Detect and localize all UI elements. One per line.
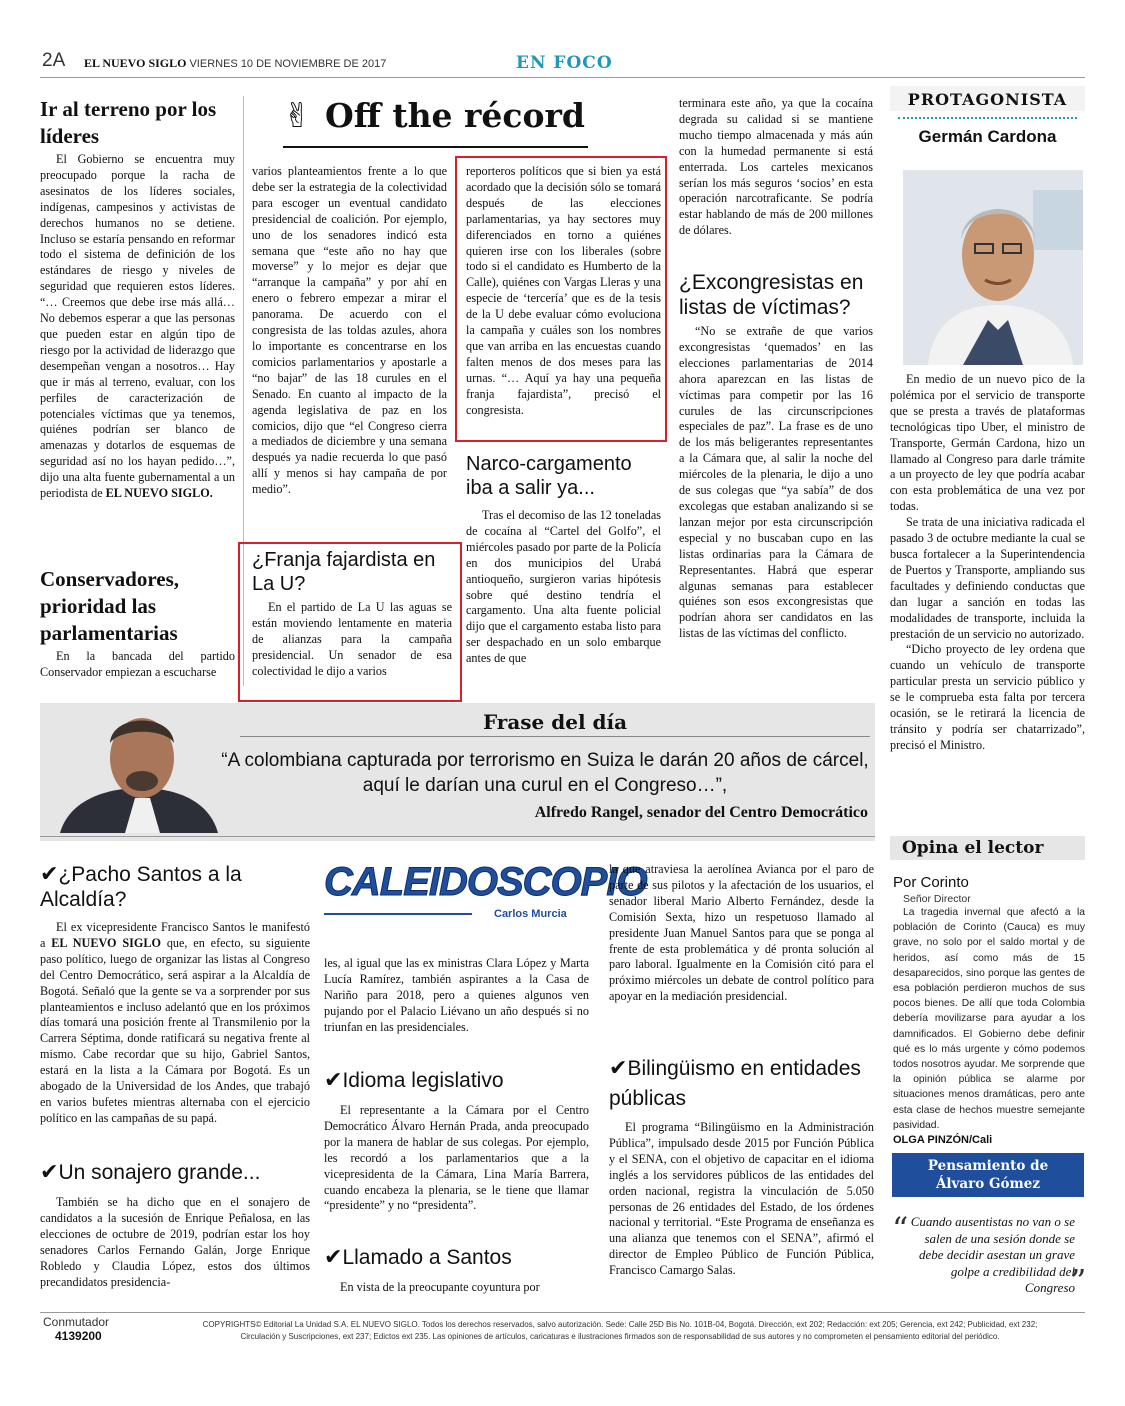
article-fajardista — [252, 548, 452, 680]
body-avianca: la que atraviesa la aerolínea Avianca por el paro de parte de sus pilotos y la afectación de los usuarios, el senador liberal Mario Alberto Fernández, desde la Comisión Sexta, hizo un respetuoso llamado al presidente Juan Manuel Santos para que se ponga al frente de esta problemática y dé pronta solución al paro laboral. Igualmente en la Comisión citó para el próximo miércoles un debate de control político para apoyar en la mediación presidencial. — [609, 862, 874, 1004]
pensamiento-title1: Pensamiento de — [927, 1158, 1049, 1174]
body-lideres — [40, 152, 235, 502]
offrecord-col4 — [679, 96, 873, 239]
opina-title: Opina el lector — [902, 838, 1044, 858]
article-excongresistas — [679, 270, 873, 642]
protagonista — [890, 86, 1085, 147]
paper-ref: EL NUEVO SIGLO. — [105, 486, 213, 501]
offrecord-col2 — [252, 164, 447, 498]
cal-cont — [324, 956, 589, 1036]
offrecord-col3-text: reporteros políticos que si bien ya está acordado que la decisión sólo se tomará después de las elecciones parlamentarias, ya hay sectores muy diferenciados en torno a quiénes quieren irse con los liberales (sobre todo si el candidato es Humberto de la Calle), quiénes con Vargas Lleras y una especie de ‘tercería’ que es de la tesis de la U debe evaluar cómo evoluciona la campaña y cuáles son los nombres que van arriba en las encuestas cuando falten menos de dos meses para las urnas. “… Aquí ya hay una pequeña franja fajardista”, precisó el congresista. — [466, 164, 661, 417]
offrecord-col2-text: varios planteamientos frente a lo que debe ser la estrategia de la colectividad para escoger un eventual candidato presidencial de coalición. Por ejemplo, uno de los senadores indicó esta semana que “este año no hay que moverse” y lo mejor es dejar que “arranque la campaña” y por ahí en enero o febrero empezar a mirar el panorama. De acuerdo con el congresista de las toldas azules, ahora lo importante es concentrarse en los comicios parlamentarios y apostarle a “no bajar” de las 18 curules en el Senado. En cuanto al impacto de la agenda legislativa de paz en los comicios, dijo que “el Congreso cierra a mediados de diciembre y una semana después ya nadie recuerda lo que pasó allí y menos si hay campaña de por medio”. — [252, 164, 447, 497]
footer-label: Conmutador — [43, 1315, 110, 1329]
pacho-text-a: El ex vicepresidente Francisco Santos le manifestó a — [40, 920, 310, 950]
masthead-date: VIERNES 10 DE NOVIEMBRE DE 2017 — [189, 58, 387, 70]
masthead — [84, 56, 386, 71]
cal-sonajero — [40, 1160, 310, 1290]
headline-llamado — [324, 1245, 589, 1270]
body-sonajero: También se ha dicho que en el sonajero de candidatos a la sucesión de Enrique Peñalosa, en las elecciones de octubre de 2019, podrían estar los hoy senadores Carlos Fernando Galán, Jorge Enrique Robledo y Claudia López, estos dos últimos precandidatos presidencia- — [40, 1195, 310, 1289]
footer-legal — [155, 1319, 1085, 1343]
frase-bottom-rule — [40, 836, 875, 837]
frase-quote — [220, 748, 870, 798]
body-fajardista: En el partido de La U las aguas se están moviendo lentamente en materia de alianzas para la campaña presidencial. Un senador de esa colectividad le dijo a varios — [252, 600, 452, 678]
headline-fajardista: ¿Franja fajardista en La U? — [252, 549, 436, 595]
opina-signature: OLGA PINZÓN/Cali — [893, 1134, 993, 1147]
caleidoscopio-title: CALEIDOSCOPIO — [324, 860, 647, 904]
offrecord-rule — [283, 146, 588, 148]
caleidoscopio-logo — [324, 860, 647, 920]
protagonista-photo — [903, 170, 1083, 365]
offrecord-title-text: Off the récord — [325, 96, 585, 135]
frase-rule — [240, 736, 870, 737]
body-conservadores: En la bancada del partido Conservador empiezan a escucharse — [40, 649, 235, 679]
cal-bilingue — [609, 1054, 874, 1279]
checkmark-icon: ✔ — [40, 1160, 59, 1185]
opina-subtitle: Por Corinto — [893, 874, 969, 891]
footer-line1: COPYRIGHTS© Editorial La Unidad S.A. EL NUEVO SIGLO. Todos los derechos reservados, salvo autorización. Sede: Calle 25D Bis No. 101B-04, Bogotá. Dirección, ext 202; Redacción: ext 205; Gerencia, ext 242; Publicidad, ext 232; — [202, 1320, 1038, 1329]
cal-idioma — [324, 1068, 589, 1214]
body-llamado: En vista de la preocupante coyuntura por — [340, 1280, 540, 1294]
speaker-portrait-image — [40, 703, 220, 833]
opina-letter — [893, 874, 1085, 1146]
protagonista-label: PROTAGONISTA — [890, 86, 1085, 111]
headline-llamado-text: Llamado a Santos — [342, 1246, 512, 1269]
cal-pacho — [40, 862, 310, 1127]
frase-author: Alfredo Rangel, senador del Centro Democrático — [534, 804, 868, 821]
cal-col3 — [609, 862, 874, 1005]
headline-excongresistas: ¿Excongresistas en listas de víctimas? — [679, 271, 864, 319]
minister-portrait-image — [903, 170, 1083, 365]
headline-pacho — [40, 862, 310, 912]
frase-quote-line2: aquí le darían una curul en el Congreso…”, — [362, 775, 728, 796]
checkmark-icon: ✔ — [40, 862, 59, 887]
offrecord-col3 — [466, 164, 661, 419]
footer-phone: 4139200 — [55, 1329, 102, 1343]
header-rule — [40, 77, 1085, 78]
headline-idioma — [324, 1068, 589, 1093]
footer-rule — [40, 1312, 1085, 1313]
body-bilingue: El programa “Bilingüismo en la Administración Pública”, impulsado desde 2015 por Función Pública y el SENA, con el objetivo de capacitar en el idioma inglés a los servidores públicos de las entidades del orden nacional, registra la vinculación de 5.050 personas de 26 entidades del Estado, de los órdenes nacional y territorial. “Este Programa de enseñanza es una alianza que tenemos con el SENA”, afirmó el director de Empleo Público de Función Pública, Francisco Camargo Salas. — [609, 1120, 874, 1278]
frase-quote-line1: “A colombiana capturada por terrorismo en Suiza le darán 20 años de cárcel, — [221, 750, 869, 771]
opina-text: La tragedia invernal que afectó a la población de Corinto (Cauca) es muy grave, no solo por el saldo mortal y de heridos, así como más de 15 desaparecidos, sino porque las gentes de esa población perdieron muchos de sus pocos bienes. De allí que toda Colombia debería movilizarse para ayudar a los damnificados. El Gobierno debe definir qué es lo más urgente y cómo podemos todos nosotros ayudar. Me sorprende que la opinión pública se alarme por situaciones menos dramáticas, pero ante esta clase de hechos muestre semejante pasividad. — [893, 907, 1085, 1131]
caleidoscopio-author: Carlos Murcia — [494, 908, 567, 920]
frase-title: Frase del día — [482, 710, 628, 734]
footer-line2: Circulación y Suscripciones, ext 237; Edictos ext 235. Las opiniones de artículos, caricaturas e ilustraciones firmados son de responsabilidad de sus autores y no comprometen el pensamiento editorial del periódico. — [240, 1332, 1000, 1341]
body-cont: les, al igual que las ex ministras Clara López y Marta Lucía Ramírez, también aspirantes a la Casa de Nariño para 2018, pero a quienes algunos ven pujando por el Palacio Liévano un año después si no triunfan en las presidenciales. — [324, 956, 589, 1034]
offrecord-title — [283, 96, 593, 141]
headline-narco: Narco-cargamento iba a salir ya... — [466, 453, 632, 499]
offrecord-col4-text: terminara este año, ya que la cocaína degrada su calidad si se mantiene mucho tiempo almacenada y más aún con la humedad permanente si está enterrada. Los carteles mexicanos serían los más seguros ‘socios’ en esta operación narcotraficante. Se podría estar hablando de más de 200 millones de dólares. — [679, 96, 873, 238]
caleidoscopio-rule — [324, 913, 472, 915]
article-conservadores — [40, 566, 235, 681]
frase-photo — [40, 703, 220, 833]
headline-lideres: Ir al terreno por los líderes — [40, 97, 217, 148]
open-quote-icon: “ — [892, 1210, 909, 1248]
section-label: EN FOCO — [516, 53, 613, 73]
paper-ref-2: EL NUEVO SIGLO — [51, 935, 161, 950]
headline-sonajero — [40, 1160, 310, 1185]
close-quote-icon: ” — [1070, 1262, 1087, 1300]
headline-bilingue — [609, 1054, 874, 1114]
pensamiento-title2: Álvaro Gómez — [935, 1176, 1041, 1192]
article-lideres — [40, 96, 235, 502]
headline-sonajero-text: Un sonajero grande... — [58, 1161, 261, 1184]
pensamiento-quote: Cuando ausentistas no van o se salen de una sesión donde se debe decidir asestan un grave golpe a credibilidad del Congreso — [910, 1214, 1075, 1295]
page-number: 2A — [42, 50, 66, 71]
protagonista-body — [890, 372, 1085, 754]
body-lideres-text: El Gobierno se encuentra muy preocupado porque la racha de asesinatos de los líderes sociales, indígenas, campesinos y activistas de derechos humanos no se detiene. Incluso se estaría pensando en reformar todo el sistema de definición de los estándares de riesgo y niveles de seguridad que requieren estos líderes. “… Creemos que debe irse más allá… No debemos esperar a que las personas que pueden estar en algún tipo de riesgo por la actividad de liderazgo que desempeñan vengan a nosotros… Hay que ir más al terreno, evaluar, con los perfiles de caracterización de potenciales víctimas que ya tenemos, quiénes podrían ser blanco de amenazas y dotarlos de esquemas de seguridad así no los hayan pedido…”, dijo una alta fuente gubernamental a un periodista de — [40, 152, 235, 501]
headline-pacho-text: ¿Pacho Santos a la Alcaldía? — [40, 863, 242, 911]
article-narco — [466, 452, 661, 667]
masthead-paper: EL NUEVO SIGLO — [84, 56, 187, 70]
protagonista-dotted-rule — [898, 117, 1077, 119]
headline-bilingue-text: Bilingüismo en entidades públicas — [609, 1057, 861, 1110]
body-excongresistas: “No se extrañe de que varios excongresistas ‘quemados’ en las elecciones parlamentarias de 2014 ahora aparezcan en las listas de víctimas para competir por las 16 curules de las circunscripciones especiales de paz”. La frase es de uno de los más beligerantes representantes a la Cámara que, al salir la noche del miércoles de la plenaria, le dijo a uno de sus colegas que “ya sabía” de dos excolegas que estaban analizando si se lanzan mejor por esta circunscripción especial y no buscaban cupo en las listas ordinarias para la Cámara de Representantes. Habrá que esperar algunas semanas para establecer quiénes son esos excongresistas que podrían ahora ser candidatos en las listas de las víctimas del conflicto. — [679, 324, 873, 641]
pacho-text-b: que, en efecto, su siguiente paso político, luego de organizar las listas al Congreso del Centro Democrático, será aspirar a la Alcaldía de Bogotá. Señaló que la gente se va a sorprender por sus planteamientos e incluso adelantó que en los próximos días tomará una posición frente al Transmilenio por la Carrera Séptima, donde ratificará su negativa frente al mismo. Cabe recordar que su hijo, Gabriel Santos, estará en la lista a la Cámara por Bogotá. Es un abogado de la Universidad de los Andes, que trabajó en varios bufetes mientras alternaba con el ejercicio político en las campañas de su papá. — [40, 935, 311, 1125]
checkmark-icon: ✔ — [324, 1245, 343, 1270]
opina-header — [890, 836, 1085, 860]
checkmark-icon: ✔ — [609, 1056, 628, 1081]
victory-hand-icon: ✌ — [283, 96, 312, 136]
body-narco: Tras el decomiso de las 12 toneladas de cocaína al “Cartel del Golfo”, el miércoles pasado por parte de la Policía en dos municipios del Urabá antioqueño, surgieron varias hipótesis sobre qué destino tendría el cargamento. Una alta fuente policial dijo que el cargamento estaba listo para ser despachado en un solo embarque antes de que — [466, 508, 661, 666]
protagonista-p1: En medio de un nuevo pico de la polémica por el servicio de transporte que se presta a través de plataformas tecnológicas tipo Uber, el ministro de Transporte, Germán Cardona, hizo un llamado al Congreso para darle trámite a un proyecto de ley que podría acabar con esta problemática de una vez por todas. — [890, 372, 1085, 514]
opina-salute: Señor Director — [903, 893, 971, 905]
protagonista-p3: “Dicho proyecto de ley ordena que cuando un vehículo de transporte particular presta un servicio público y se le comprueba esta falta por tercera ocasión, se le retirará la licencia de tránsito y podría ser chatarrizado”, precisó el Ministro. — [890, 642, 1085, 752]
protagonista-name: Germán Cardona — [918, 127, 1057, 146]
body-idioma: El representante a la Cámara por el Centro Democrático Álvaro Hernán Prada, anda preocupado por la manera de hablar de sus colegas. Por ejemplo, les recordó a los parlamentarios que a la vicepresidenta de la Cámara, Lina María Barrera, cuando encabeza la plenaria, se le tiene que llamar “presidente” y no “presidenta”. — [324, 1103, 589, 1213]
headline-idioma-text: Idioma legislativo — [342, 1069, 504, 1092]
protagonista-p2: Se trata de una iniciativa radicada el pasado 3 de octubre mediante la cual se busca fortalecer a la Superintendencia de Puertos y Transporte, ampliando sus facultades y definiendo conductas que dan lugar a sanción en todas las modalidades de transporte, incluida la prestación de un servicio no autorizado. — [890, 515, 1085, 641]
pensamiento-header — [892, 1153, 1084, 1197]
checkmark-icon: ✔ — [324, 1068, 343, 1093]
headline-conservadores: Conservadores, prioridad las parlamentarias — [40, 567, 180, 645]
cal-llamado — [324, 1245, 589, 1296]
